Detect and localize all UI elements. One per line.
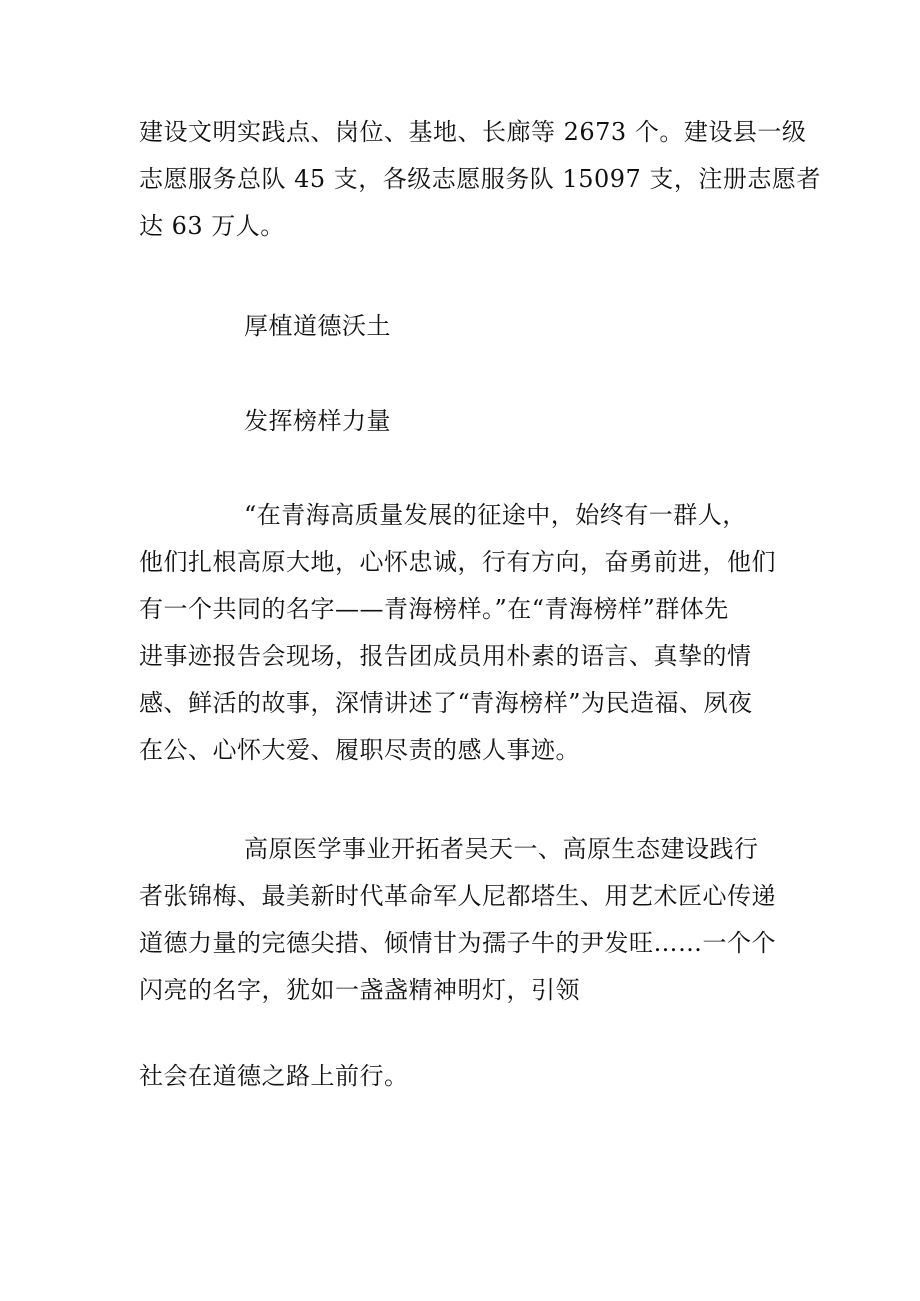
paragraph-line: 在公、心怀大爱、履职尽责的感人事迹。	[139, 736, 580, 764]
section-subheading: 发挥榜样力量	[244, 407, 391, 435]
paragraph-line: 他们扎根高原大地，心怀忠诚，行有方向，奋勇前进，他们	[139, 548, 776, 576]
paragraph-line: 建设文明实践点、岗位、基地、长廊等 2673 个。建设县一级	[139, 118, 807, 146]
paragraph-line: 社会在道德之路上前行。	[139, 1062, 409, 1090]
paragraph-line: 达 63 万人。	[139, 212, 285, 240]
paragraph-line: 感、鲜活的故事，深情讲述了“青海榜样”为民造福、夙夜	[139, 689, 753, 717]
paragraph-line: 进事迹报告会现场，报告团成员用朴素的语言、真挚的情	[139, 642, 752, 670]
paragraph-line: “在青海高质量发展的征途中，始终有一群人，	[244, 501, 747, 529]
paragraph-line: 道德力量的完德尖措、倾情甘为孺子牛的尹发旺……一个个	[139, 929, 776, 957]
paragraph-line: 闪亮的名字，犹如一盏盏精神明灯，引领	[139, 976, 580, 1004]
paragraph-line: 者张锦梅、最美新时代革命军人尼都塔生、用艺术匠心传递	[139, 882, 776, 910]
section-heading: 厚植道德沃土	[244, 312, 391, 340]
paragraph-line: 志愿服务总队 45 支，各级志愿服务队 15097 支，注册志愿者	[139, 165, 821, 193]
paragraph-line: 高原医学事业开拓者吴天一、高原生态建设践行	[244, 835, 759, 863]
paragraph-line: 有一个共同的名字——青海榜样。”在“青海榜样”群体先	[139, 595, 729, 623]
